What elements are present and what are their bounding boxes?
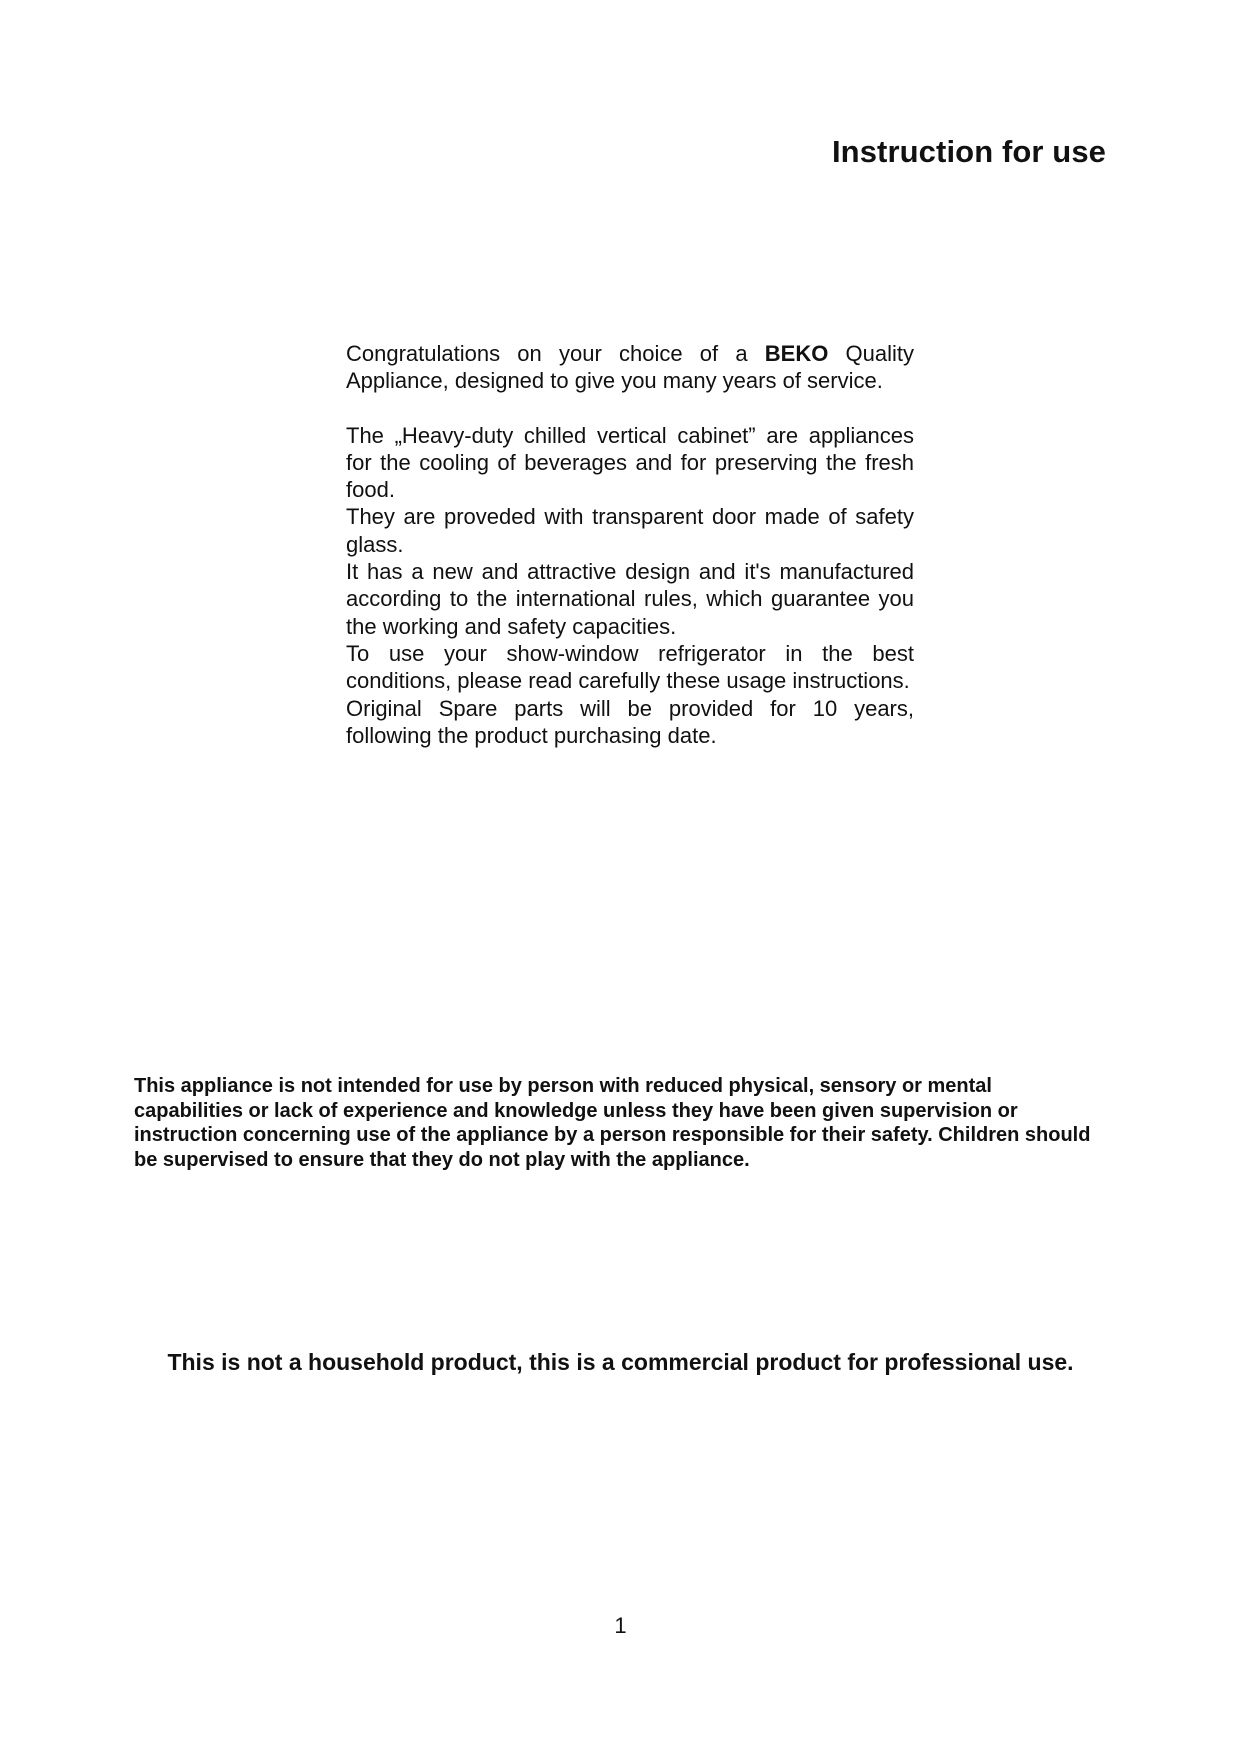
intro-paragraph-design: It has a new and attractive design and it's manufactured according to the international rules, which guarantee you the working and safety capacities.: [346, 559, 914, 639]
congratulations-text-end: Quality Appliance, designed to give you many years of service.: [346, 341, 915, 394]
intro-paragraph-cabinet: The „Heavy-duty chilled vertical cabinet” are appliances for the cooling of beverages and for preserving the fresh food.: [346, 422, 914, 503]
intro-paragraph-door: They are proveded with transparent door made of safety glass.: [346, 504, 914, 557]
congratulations-paragraph: [346, 340, 914, 395]
congratulations-text: Congratulations on your choice of a: [346, 341, 765, 366]
intro-section: [346, 340, 914, 749]
safety-warning: This appliance is not intended for use by person with reduced physical, sensory or mental capabilities or lack of experience and knowledge unless they have been given supervision or instruction concerning use of the appliance by a person responsible for their safety. Children should be supervised to ensure that they do not play with the appliance.: [134, 1075, 1091, 1171]
intro-paragraph-spare-parts: Original Spare parts will be provided for 10 years, following the product purchasing date.: [346, 695, 914, 748]
brand-name: BEKO: [764, 341, 829, 366]
page-number: 1: [614, 1613, 627, 1638]
intro-paragraph-usage: To use your show-window refrigerator in the best conditions, please read carefully these usage instructions.: [346, 640, 914, 694]
page-title: Instruction for use: [831, 134, 1106, 169]
commercial-use-notice: This is not a household product, this is a commercial product for professional use.: [167, 1349, 1074, 1375]
